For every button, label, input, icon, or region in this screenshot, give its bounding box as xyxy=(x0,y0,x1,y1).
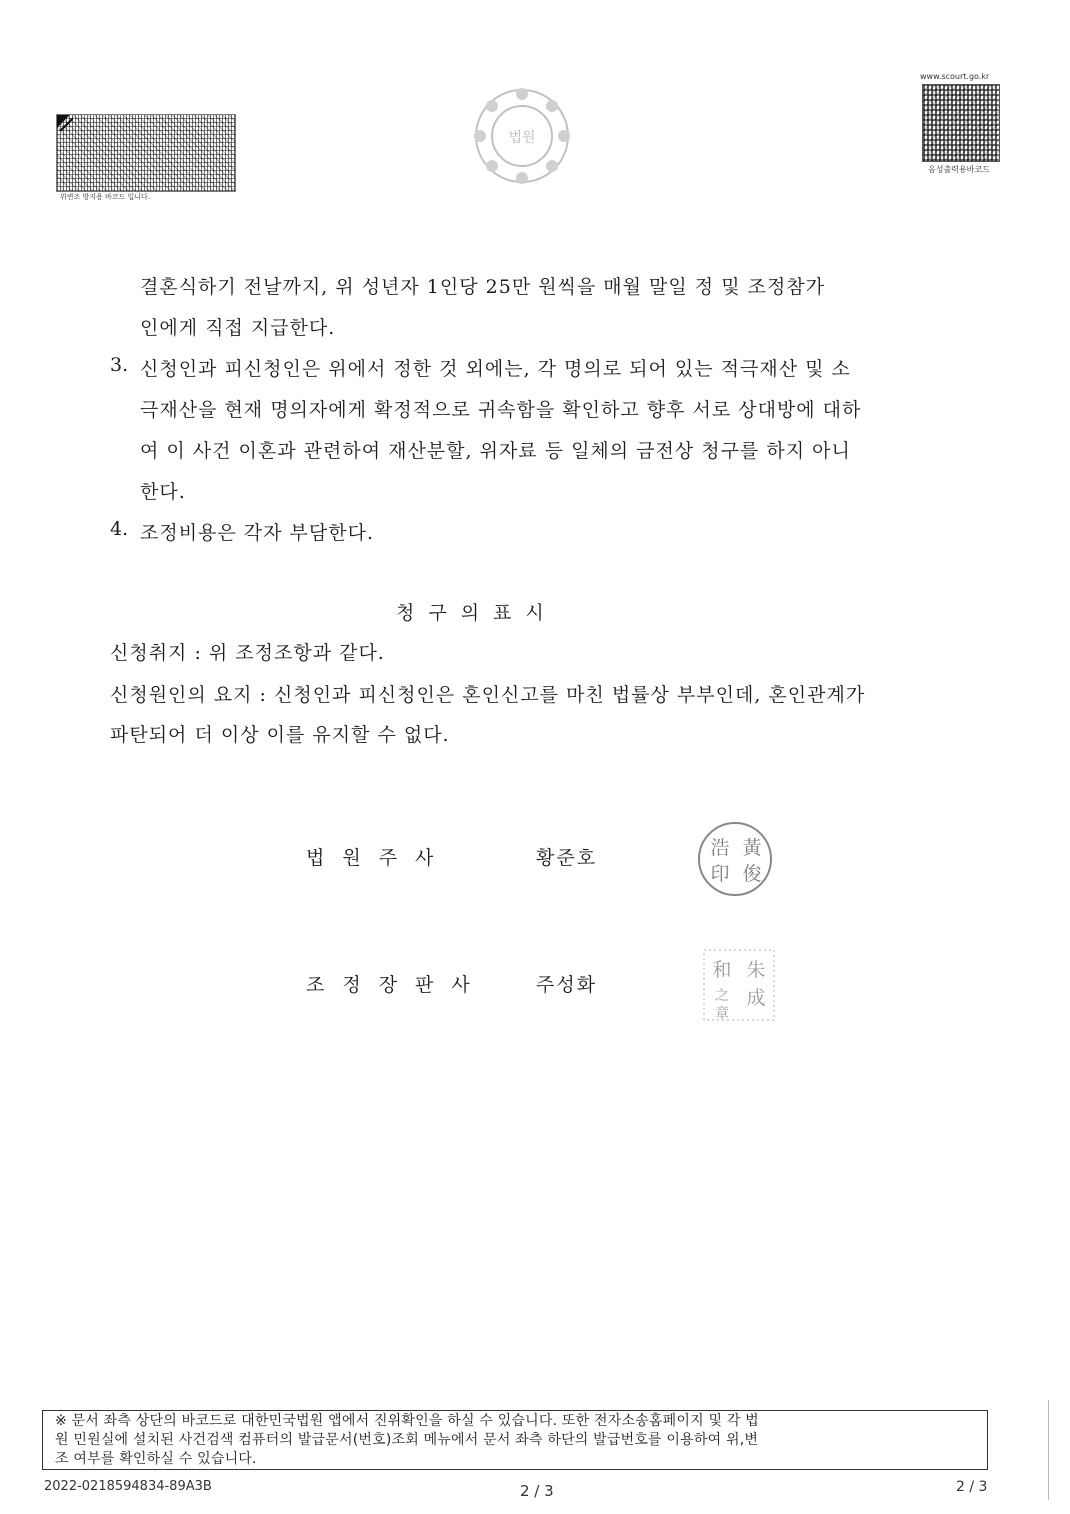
paragraph-line: 신청인과 피신청인은 위에서 정한 것 외에는, 각 명의로 되어 있는 적극재산 및 소 xyxy=(140,358,851,380)
anti-forgery-barcode xyxy=(56,114,236,192)
clerk-title: 법원주사 xyxy=(306,847,452,869)
verification-notice xyxy=(42,1410,988,1470)
emblem-text: 법원 xyxy=(508,130,536,146)
notice-line: 조 여부를 확인하실 수 있습니다. xyxy=(55,1451,257,1467)
paragraph-line: 결혼식하기 전날까지, 위 성년자 1인당 25만 원씩을 매월 말일 정 및 조정참가 xyxy=(140,276,826,298)
seal-char: 成 xyxy=(746,987,766,1009)
barcode-caption: 위변조 방지용 바코드 입니다. xyxy=(60,193,151,201)
mediator-title: 조정장판사 xyxy=(306,974,488,996)
notice-line: 원 민원실에 설치된 사건검색 컴퓨터의 발급문서(번호)조회 메뉴에서 문서 좌측 하단의 발급번호를 이용하여 위,변 xyxy=(55,1432,759,1448)
paragraph-line: 한다. xyxy=(140,481,186,503)
seal-char: 朱 xyxy=(746,959,766,981)
claim-cause-line: 신청원인의 요지 : 신청인과 피신청인은 혼인신고를 마친 법률상 부부인데, 혼인관계가 xyxy=(110,684,866,706)
page-number-center: 2 / 3 xyxy=(520,1482,554,1500)
seal-char: 印 xyxy=(710,863,730,885)
mediator-name: 주성화 xyxy=(536,974,598,996)
paragraph-line: 인에게 직접 지급한다. xyxy=(140,317,336,339)
clerk-seal xyxy=(696,820,774,898)
clerk-name: 황준호 xyxy=(536,847,598,869)
claim-purpose: 신청취지 : 위 조정조항과 같다. xyxy=(110,642,385,664)
claim-heading: 청구의표시 xyxy=(396,602,558,624)
paragraph-line: 여 이 사건 이혼과 관련하여 재산분할, 위자료 등 일체의 금전상 청구를 하지 아니 xyxy=(140,440,851,462)
seal-char: 黃 xyxy=(742,837,762,859)
court-url: www.scourt.go.kr xyxy=(920,72,990,81)
seal-char: 浩 xyxy=(710,837,730,859)
qr-caption: 음성출력용바코드 xyxy=(928,165,990,174)
item-number: 4. xyxy=(110,518,129,540)
notice-line: ※ 문서 좌측 상단의 바코드로 대한민국법원 앱에서 진위확인을 하실 수 있습니다. 또한 전자소송홈페이지 및 각 법 xyxy=(55,1413,759,1429)
page-number-right: 2 / 3 xyxy=(956,1479,988,1495)
seal-char: 和 xyxy=(712,959,732,981)
item-number: 3. xyxy=(110,354,129,376)
claim-cause-line: 파탄되어 더 이상 이를 유지할 수 없다. xyxy=(110,724,450,746)
seal-char: 俊 xyxy=(742,863,762,885)
voice-output-qr-code xyxy=(922,84,1000,162)
issue-number: 2022-0218594834-89A3B xyxy=(44,1479,212,1494)
mediator-seal xyxy=(700,946,778,1024)
seal-char: 之 xyxy=(715,988,729,1004)
scan-edge-line xyxy=(1048,1400,1049,1500)
court-emblem xyxy=(470,84,574,188)
seal-char: 章 xyxy=(715,1006,729,1022)
barcode-corner-mark xyxy=(57,115,73,131)
paragraph-line: 극재산을 현재 명의자에게 확정적으로 귀속함을 확인하고 향후 서로 상대방에 대하 xyxy=(140,399,862,421)
paragraph-line: 조정비용은 각자 부담한다. xyxy=(140,522,375,544)
